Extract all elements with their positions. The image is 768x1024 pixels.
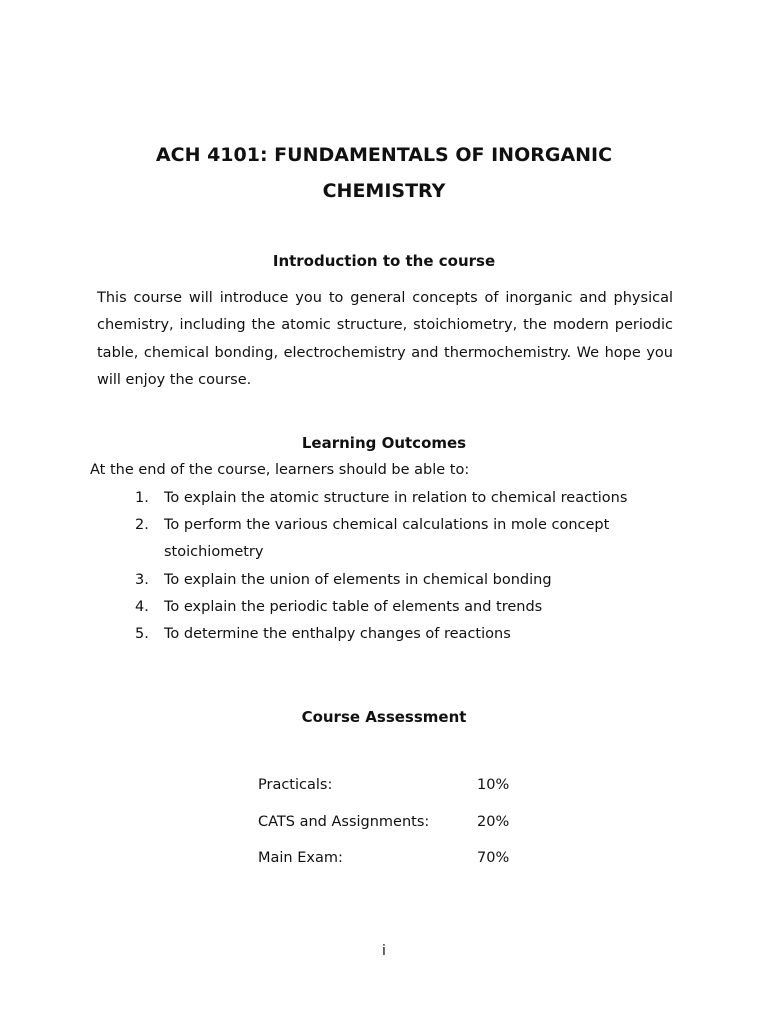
list-item-text: To determine the enthalpy changes of reactions	[164, 626, 511, 643]
list-item	[135, 512, 675, 566]
intro-paragraph: This course will introduce you to general concepts of inorganic and physical chemistry, including the atomic structure, stoichiometry, the modern periodic table, chemical bonding, electrochemistry and thermochemistry. We hope you will enjoy the course.	[97, 290, 673, 388]
list-item-text: To perform the various chemical calculations in mole concept stoichiometry	[164, 517, 610, 561]
list-item	[135, 621, 675, 648]
table-row	[258, 773, 558, 810]
assessment-label: Practicals:	[258, 777, 333, 793]
list-item-number: 3.	[135, 571, 149, 588]
page-number: i	[382, 943, 386, 959]
list-item-text: To explain the periodic table of elements and trends	[164, 598, 543, 615]
learning-outcomes-lead: At the end of the course, learners should be able to:	[90, 462, 470, 478]
course-title: ACH 4101: FUNDAMENTALS OF INORGANIC CHEMISTRY	[155, 144, 613, 202]
list-item-number: 5.	[135, 626, 149, 643]
assessment-table	[258, 773, 558, 883]
list-item	[135, 567, 675, 594]
assessment-weight: 10%	[477, 777, 510, 793]
list-item-number: 4.	[135, 598, 149, 615]
assessment-label: CATS and Assignments:	[258, 813, 430, 830]
learning-outcomes-list	[135, 485, 675, 648]
learning-outcomes-heading: Learning Outcomes	[301, 434, 467, 452]
course-assessment-heading: Course Assessment	[301, 708, 467, 726]
assessment-label: Main Exam:	[258, 850, 343, 866]
table-row	[258, 810, 558, 847]
intro-heading: Introduction to the course	[272, 252, 496, 270]
assessment-weight: 70%	[477, 850, 510, 866]
list-item	[135, 485, 675, 512]
list-item	[135, 594, 675, 621]
table-row	[258, 846, 558, 883]
list-item-number: 2.	[135, 517, 149, 534]
assessment-weight: 20%	[477, 813, 510, 830]
list-item-text: To explain the atomic structure in relation to chemical reactions	[164, 490, 628, 506]
list-item-number: 1.	[135, 490, 149, 506]
list-item-text: To explain the union of elements in chemical bonding	[164, 571, 552, 588]
